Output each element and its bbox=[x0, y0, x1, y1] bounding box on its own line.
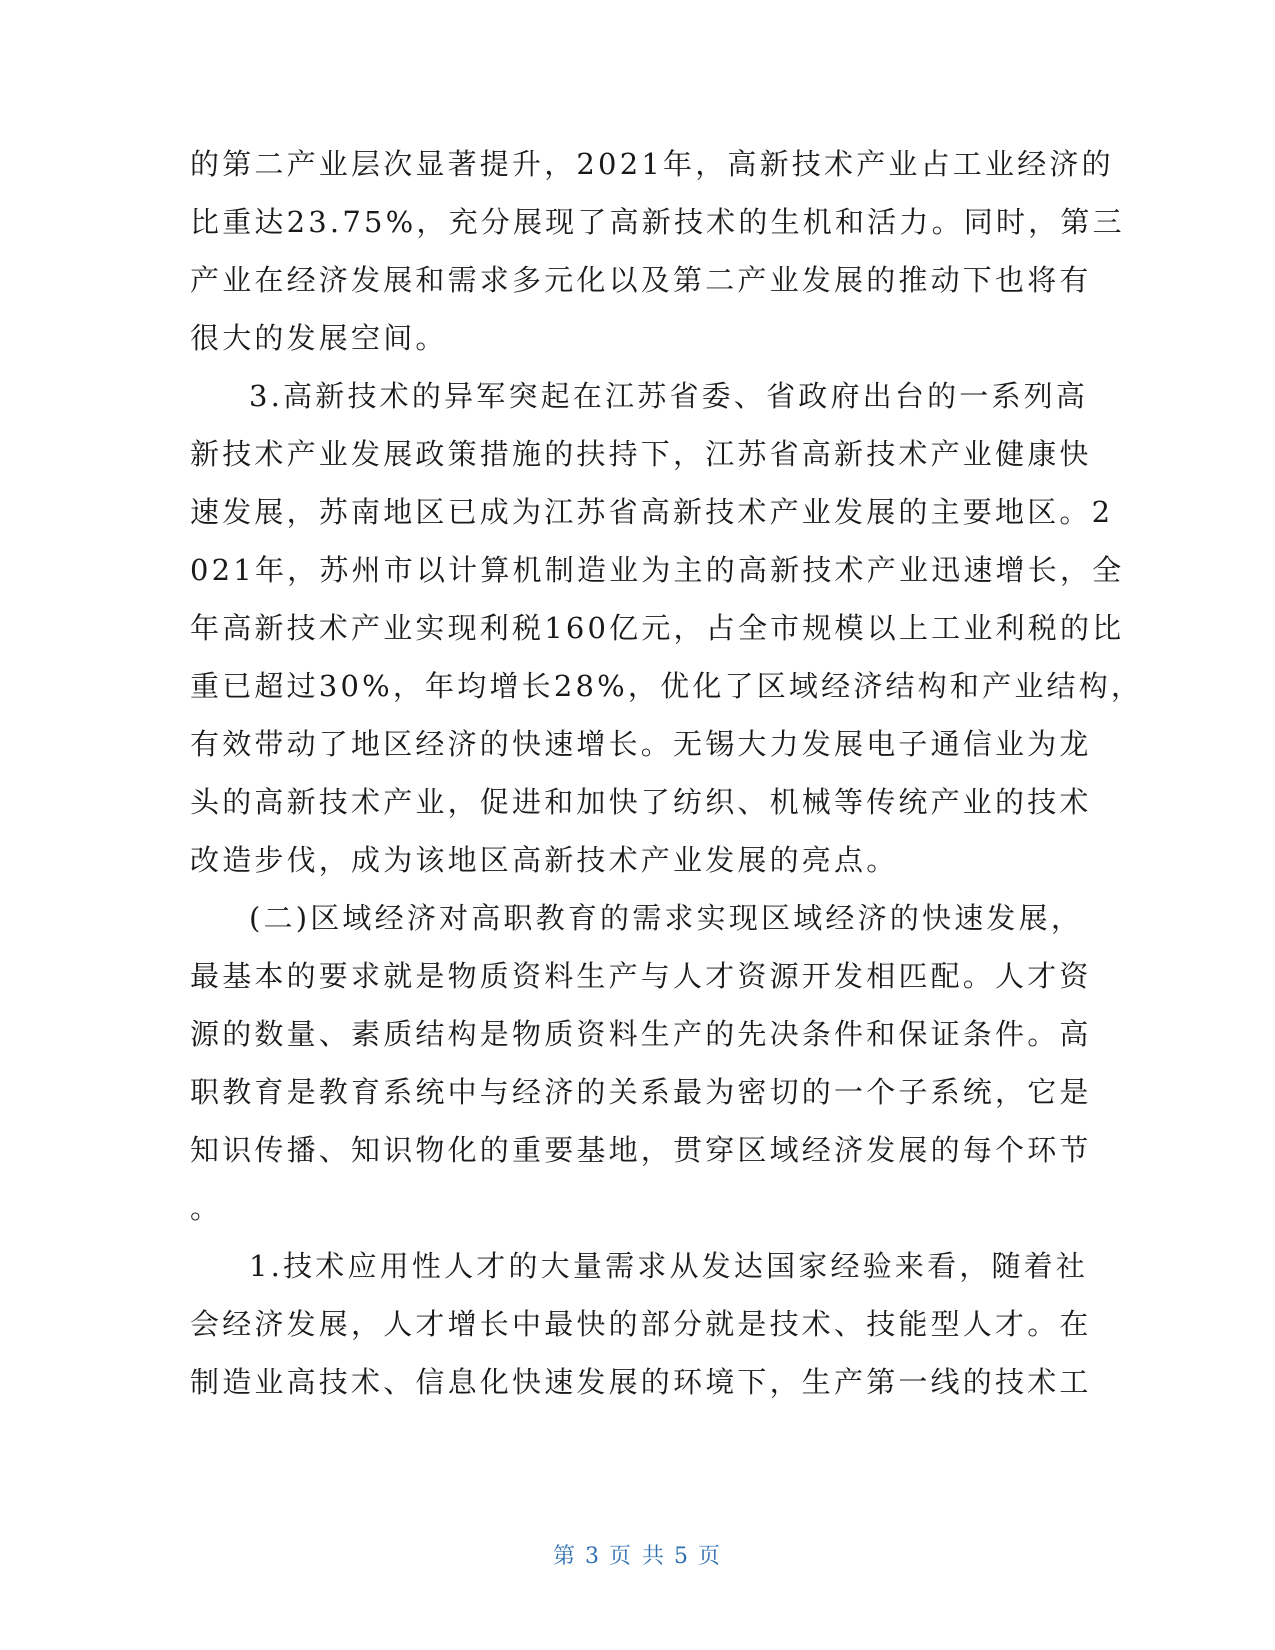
text-line: 职教育是教育系统中与经济的关系最为密切的一个子系统，它是 bbox=[190, 1075, 1092, 1109]
page-label-middle: 页 共 bbox=[609, 1544, 666, 1569]
page-label-prefix: 第 bbox=[552, 1544, 577, 1569]
text-line: 知识传播、知识物化的重要基地，贯穿区域经济发展的每个环节 bbox=[190, 1133, 1092, 1167]
text-line: 源的数量、素质结构是物质资料生产的先决条件和保证条件。高 bbox=[190, 1017, 1092, 1051]
text-line: (二)区域经济对高职教育的需求实现区域经济的快速发展， bbox=[249, 901, 1084, 935]
text-line: 改造步伐，成为该地区高新技术产业发展的亮点。 bbox=[190, 843, 899, 877]
text-line: 最基本的要求就是物质资料生产与人才资源开发相匹配。人才资 bbox=[190, 959, 1092, 993]
text-line: 比重达23.75%，充分展现了高新技术的生机和活力。同时，第三 bbox=[190, 205, 1125, 239]
total-page-count: 5 bbox=[674, 1544, 690, 1569]
text-line: 1.技术应用性人才的大量需求从发达国家经验来看，随着社 bbox=[249, 1249, 1089, 1283]
text-line: 的第二产业层次显著提升，2021年，高新技术产业占工业经济的 bbox=[190, 147, 1114, 181]
text-line: 021年，苏州市以计算机制造业为主的高新技术产业迅速增长，全 bbox=[190, 553, 1125, 587]
text-line: 有效带动了地区经济的快速增长。无锡大力发展电子通信业为龙 bbox=[190, 727, 1092, 761]
text-line: 速发展，苏南地区已成为江苏省高新技术产业发展的主要地区。2 bbox=[190, 495, 1114, 529]
text-line: 产业在经济发展和需求多元化以及第二产业发展的推动下也将有 bbox=[190, 263, 1092, 297]
text-line: 很大的发展空间。 bbox=[190, 321, 448, 355]
text-line: 。 bbox=[190, 1191, 223, 1225]
text-line: 制造业高技术、信息化快速发展的环境下，生产第一线的技术工 bbox=[190, 1365, 1092, 1399]
text-line: 头的高新技术产业，促进和加快了纺织、机械等传统产业的技术 bbox=[190, 785, 1092, 819]
text-line: 重已超过30%，年均增长28%，优化了区域经济结构和产业结构， bbox=[190, 669, 1144, 703]
text-line: 年高新技术产业实现利税160亿元，占全市规模以上工业利税的比 bbox=[190, 611, 1125, 645]
page-label-suffix: 页 bbox=[698, 1544, 723, 1569]
page-footer bbox=[0, 1539, 1275, 1570]
text-line: 3.高新技术的异军突起在江苏省委、省政府出台的一系列高 bbox=[249, 379, 1089, 413]
text-line: 会经济发展，人才增长中最快的部分就是技术、技能型人才。在 bbox=[190, 1307, 1092, 1341]
current-page-number: 3 bbox=[585, 1544, 601, 1569]
text-line: 新技术产业发展政策措施的扶持下，江苏省高新技术产业健康快 bbox=[190, 437, 1092, 471]
